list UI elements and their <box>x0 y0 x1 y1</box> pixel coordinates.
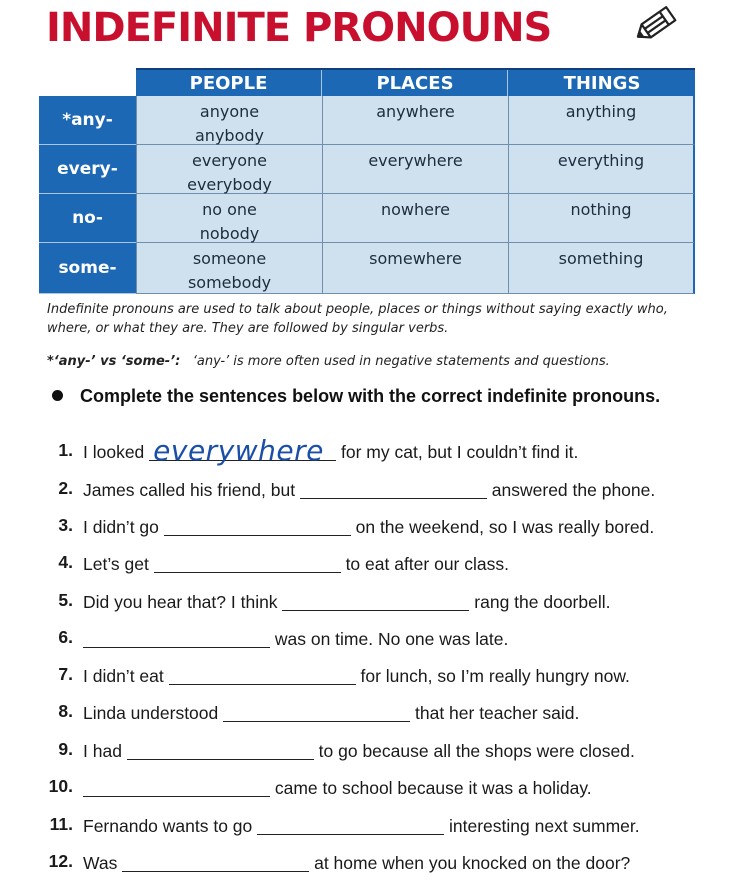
answer-blank[interactable] <box>83 627 270 648</box>
exercise-number: 12. <box>48 851 73 871</box>
row-prefix: no- <box>39 194 136 243</box>
page-title: INDEFINITE PRONOUNS <box>46 5 552 51</box>
text-before: James called his friend, but <box>83 480 300 500</box>
text-before: Fernando wants to go <box>83 816 258 836</box>
row-prefix: every- <box>39 145 136 194</box>
answer-blank[interactable] <box>149 434 336 467</box>
answer-blank[interactable] <box>300 478 487 499</box>
cell-things: nothing <box>508 194 695 243</box>
exercise-item <box>46 623 696 653</box>
text-after: was on time. No one was late. <box>270 629 509 649</box>
answer-blank[interactable] <box>282 590 469 611</box>
cell-places: nowhere <box>322 194 508 243</box>
exercise-number: 2. <box>58 478 73 498</box>
answer-blank[interactable] <box>169 664 356 685</box>
text-after: at home when you knocked on the door? <box>309 853 631 873</box>
exercise-number: 10. <box>48 776 73 796</box>
people-word: someone <box>192 249 267 268</box>
answer-blank[interactable] <box>223 701 410 722</box>
exercise-number: 6. <box>58 627 73 647</box>
text-before: Let’s get <box>83 554 154 574</box>
people-word: everyone <box>192 151 267 170</box>
header-places: PLACES <box>321 70 508 96</box>
cell-places: everywhere <box>322 145 508 194</box>
text-after: on the weekend, so I was really bored. <box>350 517 655 537</box>
text-before: Did you hear that? I think <box>83 592 283 612</box>
exercise-number: 1. <box>58 440 73 460</box>
cell-things: something <box>508 243 695 294</box>
exercise-number: 7. <box>58 664 73 684</box>
exercise-item <box>46 436 696 466</box>
answer-blank[interactable] <box>83 776 270 797</box>
exercise-text <box>83 664 630 687</box>
answer-blank[interactable] <box>127 739 314 760</box>
cell-things: everything <box>508 145 695 194</box>
exercise-text <box>83 590 611 613</box>
table-row <box>39 96 695 145</box>
text-before: I didn’t eat <box>83 666 169 686</box>
text-after: to go because all the shops were closed. <box>313 741 635 761</box>
exercise-text <box>83 851 630 874</box>
exercise-item <box>46 847 696 877</box>
table-row <box>39 243 695 294</box>
exercise-item <box>46 735 696 765</box>
people-word: anybody <box>195 126 264 145</box>
text-after: came to school because it was a holiday. <box>270 778 592 798</box>
exercise-number: 9. <box>58 739 73 759</box>
cell-people <box>136 96 322 145</box>
exercise-item <box>46 548 696 578</box>
exercise-item <box>46 586 696 616</box>
people-word: everybody <box>187 175 272 194</box>
exercise-number: 11. <box>49 814 73 834</box>
instruction <box>52 386 660 407</box>
text-after: for my cat, but I couldn’t find it. <box>336 442 579 462</box>
text-after: interesting next summer. <box>444 816 640 836</box>
text-after: rang the doorbell. <box>469 592 611 612</box>
exercise-item <box>46 772 696 802</box>
exercise-text <box>83 776 592 799</box>
answer-blank[interactable] <box>154 552 341 573</box>
people-word: anyone <box>199 102 260 121</box>
bullet-icon <box>52 390 63 401</box>
exercise-text <box>83 627 508 650</box>
row-prefix: some- <box>39 243 136 294</box>
any-vs-some-note <box>47 352 610 371</box>
text-after: for lunch, so I’m really hungry now. <box>355 666 630 686</box>
exercise-text <box>83 478 655 501</box>
definition-line-2: where, or what they are. They are followed by singular verbs. <box>47 321 449 336</box>
definition-line-1: Indefinite pronouns are used to talk about people, places or things without saying exactly who, <box>47 302 668 317</box>
people-word: nobody <box>199 224 260 243</box>
exercise-number: 4. <box>58 552 73 572</box>
exercise-item <box>46 810 696 840</box>
people-word: somebody <box>187 273 272 292</box>
text-before: I looked <box>83 442 150 462</box>
text-before: Was <box>83 853 123 873</box>
text-before: Linda understood <box>83 703 224 723</box>
exercise-item <box>46 660 696 690</box>
header-people: PEOPLE <box>189 73 268 94</box>
answer-blank[interactable] <box>257 814 444 835</box>
exercise-number: 5. <box>58 590 73 610</box>
cell-places: somewhere <box>322 243 508 294</box>
instruction-text: Complete the sentences below with the correct indefinite pronouns. <box>80 386 661 406</box>
table-row <box>39 145 695 194</box>
exercise-text <box>83 701 579 724</box>
text-after: to eat after our class. <box>340 554 509 574</box>
header-things: THINGS <box>507 70 696 96</box>
row-prefix: *any- <box>39 96 136 145</box>
text-before: I didn’t go <box>83 517 164 537</box>
any-vs-some-text: ‘any-’ is more often used in negative statements and questions. <box>192 354 610 369</box>
exercise-text <box>83 552 509 575</box>
exercise-text <box>83 515 654 538</box>
cell-things: anything <box>508 96 695 145</box>
handwritten-answer: everywhere <box>153 434 324 467</box>
exercise-text <box>83 434 579 467</box>
pencil-icon <box>630 2 682 46</box>
any-vs-some-label: *‘any-’ vs ‘some-’: <box>47 354 181 369</box>
cell-people <box>136 243 322 294</box>
exercise-item <box>46 697 696 727</box>
exercise-item <box>46 474 696 504</box>
definition-note <box>47 300 668 338</box>
exercise-text <box>83 739 635 762</box>
table-header <box>136 68 695 96</box>
exercise-number: 8. <box>58 701 73 721</box>
cell-people <box>136 145 322 194</box>
text-after: that her teacher said. <box>410 703 580 723</box>
exercise-item <box>46 511 696 541</box>
answer-blank[interactable] <box>122 851 309 872</box>
people-word: no one <box>202 200 257 219</box>
exercise-text <box>83 814 640 837</box>
table-row <box>39 194 695 243</box>
cell-places: anywhere <box>322 96 508 145</box>
exercise-number: 3. <box>58 515 73 535</box>
pronoun-table <box>39 68 695 294</box>
cell-people <box>136 194 322 243</box>
text-after: answered the phone. <box>486 480 656 500</box>
text-before: I had <box>83 741 127 761</box>
answer-blank[interactable] <box>164 515 351 536</box>
